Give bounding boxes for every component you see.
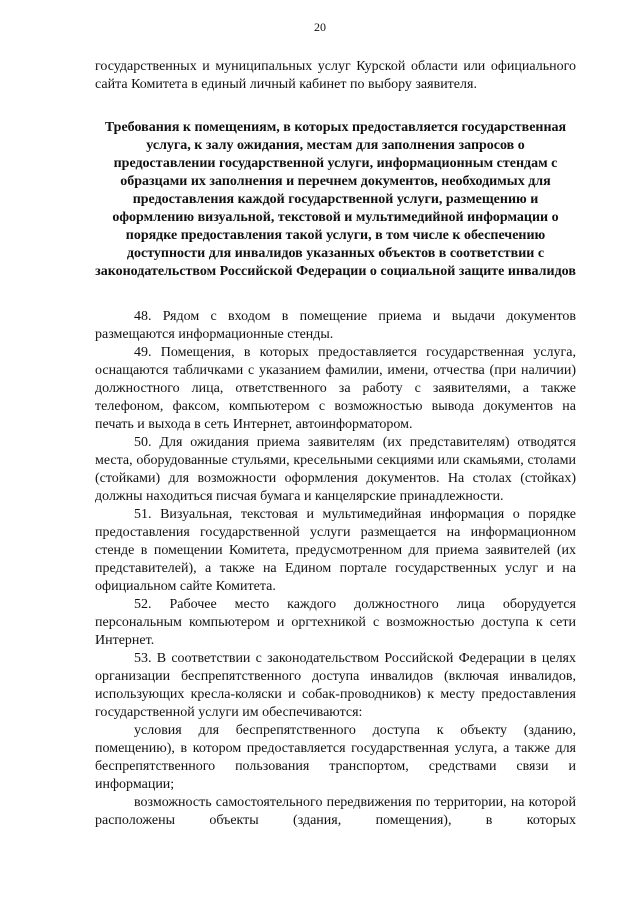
page-content bbox=[95, 58, 576, 830]
paragraph-52: 52. Рабочее место каждого должностного лица оборудуется персональным компьютером и оргтехникой с возможностью доступа к сети Интернет. bbox=[95, 597, 576, 648]
paragraph-conditions: условия для беспрепятственного доступа к объекту (зданию, помещению), в котором предоставляется государственная услуга, а также для беспрепятственного пользования транспортом, средствами связи и информации; bbox=[95, 723, 576, 792]
section-heading: Требования к помещениям, в которых предоставляется государственная услуга, к залу ожидания, местам для заполнения запросов о предоставлении государственной услуги, информационным стендам с образцами их заполнения и перечнем документов, необходимых для предоставления каждой государственной услуги, размещению и оформлению визуальной, текстовой и мультимедийной информации о порядке предоставления такой услуги, в том числе к обеспечению доступности для инвалидов указанных объектов в соответствии с законодательством Российской Федерации о социальной защите инвалидов bbox=[95, 120, 576, 279]
paragraph-50: 50. Для ожидания приема заявителям (их представителям) отводятся места, оборудованные стульями, кресельными секциями или скамьями, столами (стойками) для возможности оформления документов. На столах (стойках) должны находиться писчая бумага и канцелярские принадлежности. bbox=[95, 435, 576, 504]
paragraph-48: 48. Рядом с входом в помещение приема и выдачи документов размещаются информационные стенды. bbox=[95, 309, 576, 342]
paragraph-51: 51. Визуальная, текстовая и мультимедийная информация о порядке предоставления государственной услуги размещается на информационном стенде в помещении Комитета, предусмотренном для приема заявителей (их представителей), а также на Едином портале государственных услуг и на официальном сайте Комитета. bbox=[95, 507, 576, 594]
paragraph-53: 53. В соответствии с законодательством Российской Федерации в целях организации беспрепятственного доступа инвалидов (включая инвалидов, использующих кресла-коляски и собак-проводников) к месту предоставления государственной услуги им обеспечиваются: bbox=[95, 651, 576, 720]
paragraph-mobility: возможность самостоятельного передвижения по территории, на которой расположены объекты (здания, помещения), в которых bbox=[95, 795, 576, 828]
paragraph-49: 49. Помещения, в которых предоставляется государственная услуга, оснащаются табличками с указанием фамилии, имени, отчества (при наличии) должностного лица, ответственного за работу с заявителями, а также телефоном, факсом, компьютером с возможностью вывода документов на печать и выхода в сеть Интернет, автоинформатором. bbox=[95, 345, 576, 432]
intro-paragraph: государственных и муниципальных услуг Курской области или официального сайта Комитета в единый личный кабинет по выбору заявителя. bbox=[95, 59, 576, 92]
page-number: 20 bbox=[314, 20, 326, 34]
